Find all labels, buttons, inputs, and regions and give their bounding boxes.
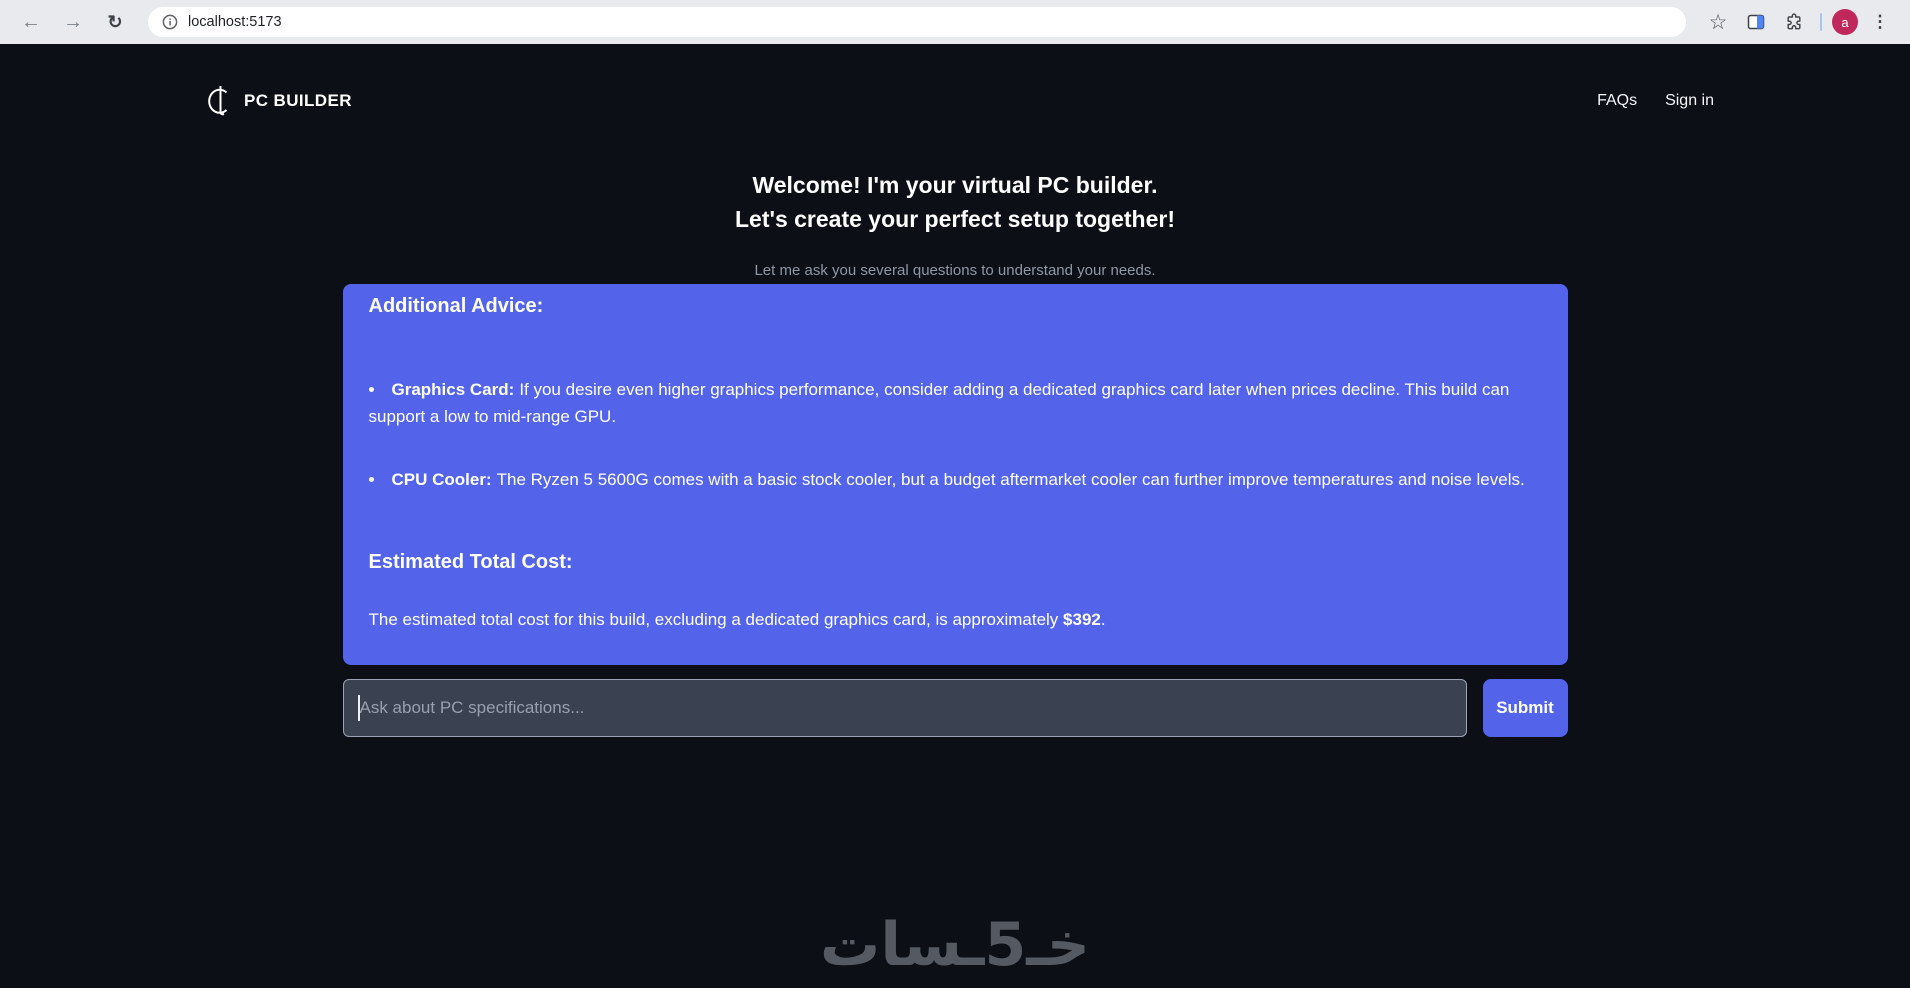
forward-button[interactable] (56, 5, 90, 39)
advice-card (343, 284, 1568, 665)
bullet-text: The Ryzen 5 5600G comes with a basic stock cooler, but a budget aftermarket cooler can further improve temperatures and noise levels. (496, 470, 1525, 489)
toolbar-right-group (1702, 6, 1896, 38)
reload-icon: ↻ (107, 11, 123, 32)
bookmark-button[interactable] (1702, 6, 1734, 38)
brand-logo[interactable] (205, 85, 352, 117)
logo-icon (205, 85, 232, 117)
toolbar-separator (1820, 13, 1822, 31)
bullet-text: If you desire even higher graphics performance, consider adding a dedicated graphics card later when prices decline. This build can support a low to mid-range GPU. (368, 380, 1510, 426)
reload-button[interactable] (98, 5, 132, 39)
brand-name: PC BUILDER (244, 91, 352, 110)
site-info-icon[interactable] (162, 14, 178, 30)
back-icon: ← (21, 10, 41, 33)
advice-card-title: Additional Advice: (368, 295, 544, 317)
nav-faqs-link[interactable]: FAQs (1597, 92, 1638, 109)
pc-builder-page (0, 44, 1910, 988)
bullet-label: Graphics Card: (391, 380, 515, 399)
cost-heading: Estimated Total Cost: (368, 551, 573, 573)
extensions-puzzle-icon (1784, 12, 1804, 32)
side-panel-button[interactable] (1740, 6, 1772, 38)
cost-text-end: . (1100, 610, 1106, 629)
composer-row (343, 679, 1568, 737)
header-nav (1597, 92, 1714, 110)
nav-signin-link[interactable]: Sign in (1665, 92, 1714, 109)
avatar-initial: a (1841, 14, 1849, 30)
hero-section (0, 168, 1910, 279)
kebab-menu-icon: ⋮ (1871, 12, 1889, 31)
text-caret (358, 695, 360, 721)
hero-subtitle: Let me ask you several questions to understand your needs. (754, 262, 1156, 279)
chat-input-wrap (343, 679, 1467, 737)
submit-button[interactable]: Submit (1483, 679, 1568, 737)
watermark-text: خـ5ـسات (820, 910, 1090, 980)
url-text: localhost:5173 (188, 14, 282, 30)
browser-toolbar (0, 0, 1910, 44)
address-bar[interactable] (148, 7, 1686, 37)
advice-list (369, 376, 1538, 493)
hero-title (0, 168, 1910, 236)
app-header (0, 44, 1910, 132)
bullet-label: CPU Cooler: (391, 470, 492, 489)
hero-title-line1: Welcome! I'm your virtual PC builder. (752, 172, 1158, 198)
cost-text: The estimated total cost for this build, excluding a dedicated graphics card, is approximately (368, 610, 1064, 629)
back-button[interactable] (14, 5, 48, 39)
extensions-button[interactable] (1778, 6, 1810, 38)
profile-avatar[interactable] (1832, 9, 1858, 35)
advice-item-cpu-cooler (369, 466, 1538, 493)
browser-menu-button[interactable] (1864, 6, 1896, 38)
hero-title-line2: Let's create your perfect setup together! (734, 206, 1176, 232)
cost-line (369, 610, 1538, 630)
bookmark-star-icon: ☆ (1708, 10, 1728, 34)
chat-input[interactable] (343, 679, 1467, 737)
forward-icon: → (63, 10, 83, 33)
cost-value: $392 (1063, 610, 1101, 629)
side-panel-icon (1746, 12, 1766, 32)
advice-item-graphics-card (369, 376, 1538, 430)
